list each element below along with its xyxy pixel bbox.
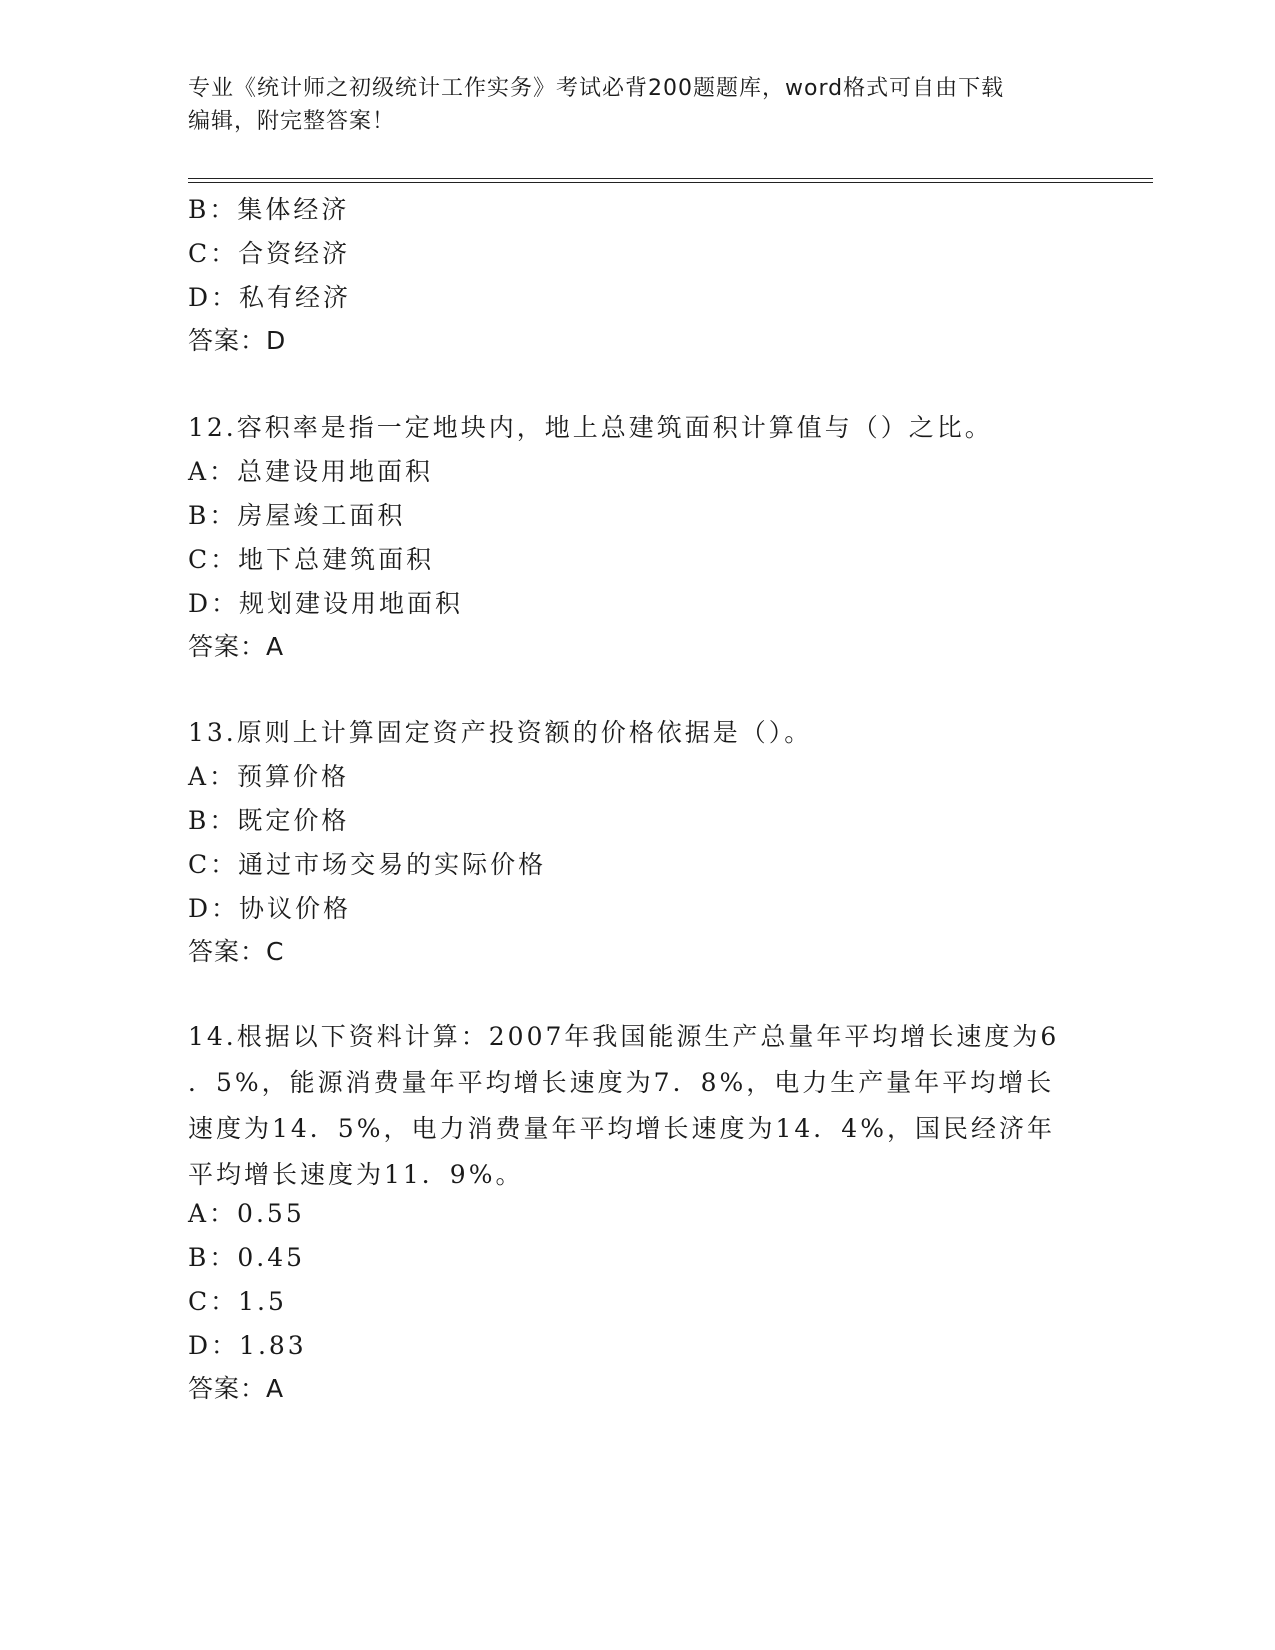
q14-stem <box>188 1014 1088 1198</box>
q12-option-c: C：地下总建筑面积 <box>188 545 435 574</box>
q12-option-d: D：规划建设用地面积 <box>188 589 464 618</box>
q12-option-b: B：房屋竣工面积 <box>188 501 406 530</box>
q12-stem: 12.容积率是指一定地块内，地上总建筑面积计算值与（）之比。 <box>188 413 993 442</box>
q14-stem-line-3: 速度为14．5%，电力消费量年平均增长速度为14．4%，国民经济年 <box>188 1114 1055 1143</box>
q12-option-a: A：总建设用地面积 <box>188 457 434 486</box>
header-line-2: 编辑，附完整答案！ <box>188 109 396 134</box>
q11-answer: 答案：D <box>188 326 287 355</box>
q14-option-a: A：0.55 <box>188 1199 305 1228</box>
q13-option-c: C：通过市场交易的实际价格 <box>188 850 547 879</box>
header-line-1: 专业《统计师之初级统计工作实务》考试必背200题题库，word格式可自由下载 <box>188 76 1005 101</box>
header-divider-top <box>188 178 1153 179</box>
q12-answer: 答案：A <box>188 632 285 661</box>
q14-option-c: C：1.5 <box>188 1287 287 1316</box>
q14-stem-line-2: ．5%，能源消费量年平均增长速度为7．8%，电力生产量年平均增长 <box>188 1068 1055 1097</box>
q13-stem: 13.原则上计算固定资产投资额的价格依据是（）。 <box>188 718 813 747</box>
q11-option-c: C：合资经济 <box>188 239 351 268</box>
q14-option-b: B：0.45 <box>188 1243 306 1272</box>
document-header <box>188 72 1068 138</box>
q14-answer: 答案：A <box>188 1374 285 1403</box>
q14-stem-line-1: 14.根据以下资料计算：2007年我国能源生产总量年平均增长速度为6 <box>188 1022 1060 1051</box>
header-divider-bottom <box>188 182 1153 183</box>
q13-option-a: A：预算价格 <box>188 762 350 791</box>
q13-option-d: D：协议价格 <box>188 894 352 923</box>
q13-answer: 答案：C <box>188 937 285 966</box>
q14-option-d: D：1.83 <box>188 1331 307 1360</box>
q11-option-d: D：私有经济 <box>188 283 352 312</box>
q14-stem-line-4: 平均增长速度为11．9%。 <box>188 1160 524 1189</box>
q13-option-b: B：既定价格 <box>188 806 350 835</box>
q11-option-b: B：集体经济 <box>188 195 350 224</box>
